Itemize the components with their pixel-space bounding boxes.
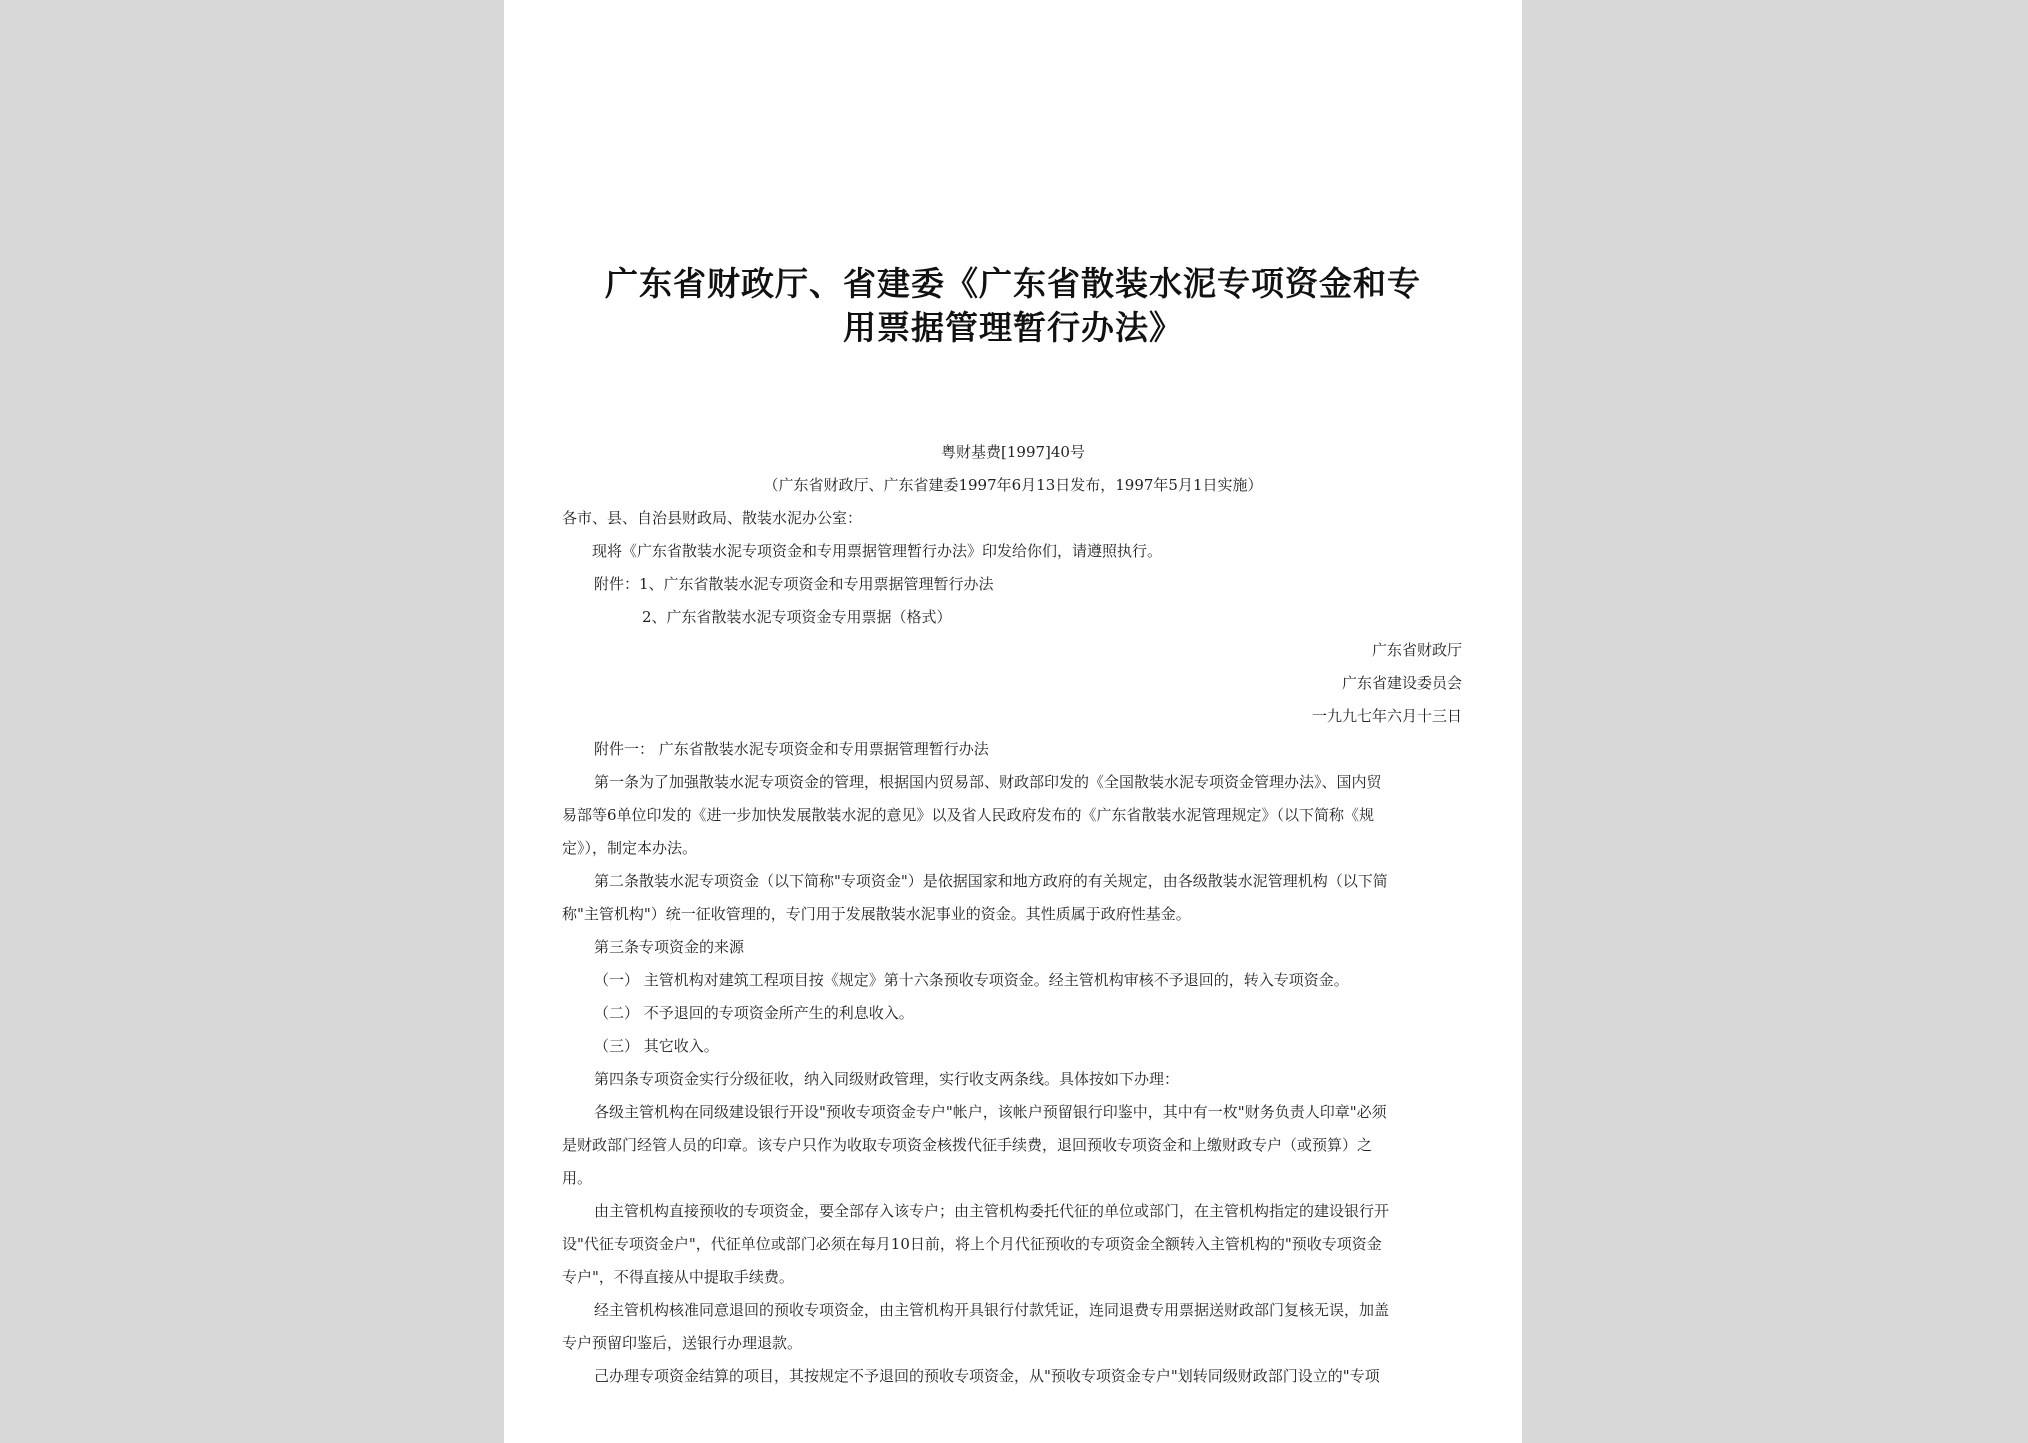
document-number: 粤财基费[1997]40号 [941, 443, 1085, 461]
body-line: （三） 其它收入。 [594, 1037, 719, 1055]
body-line: 定》），制定本办法。 [562, 839, 698, 857]
issued-note: （广东省财政厅、广东省建委1997年6月13日发布，1997年5月1日实施） [763, 476, 1263, 494]
body-line: （一） 主管机构对建筑工程项目按《规定》第十六条预收专项资金。经主管机构审核不予退回的，转入专项资金。 [594, 971, 1349, 989]
annex-title: 附件一： 广东省散装水泥专项资金和专用票据管理暂行办法 [594, 740, 989, 758]
title-line-2: 用票据管理暂行办法》 [843, 308, 1183, 347]
body-line: 用。 [562, 1169, 593, 1187]
signature-line: 广东省财政厅 [1371, 641, 1462, 659]
body-line: 是财政部门经管人员的印章。该专户只作为收取专项资金核拨代征手续费，退回预收专项资金和上缴财政专户（或预算）之 [562, 1136, 1373, 1154]
body-line: 经主管机构核准同意退回的预收专项资金，由主管机构开具银行付款凭证，连同退费专用票据送财政部门复核无误，加盖 [594, 1301, 1390, 1319]
body-line: （二） 不予退回的专项资金所产生的利息收入。 [594, 1004, 914, 1022]
document-title [560, 262, 1466, 350]
body-line: 设"代征专项资金户"，代征单位或部门必须在每月10日前，将上个月代征预收的专项资金全额转入主管机构的"预收专项资金 [562, 1235, 1382, 1253]
title-line-1: 广东省财政厅、省建委《广东省散装水泥专项资金和专 [605, 264, 1421, 303]
signature-line: 广东省建设委员会 [1341, 674, 1462, 692]
body-line: 由主管机构直接预收的专项资金，要全部存入该专户；由主管机构委托代征的单位或部门，在主管机构指定的建设银行开 [594, 1202, 1390, 1220]
body-line: 第三条专项资金的来源 [594, 938, 745, 956]
body-line: 第四条专项资金实行分级征收，纳入同级财政管理，实行收支两条线。具体按如下办理： [594, 1070, 1180, 1088]
body-line: 各级主管机构在同级建设银行开设"预收专项资金专户"帐户，该帐户预留银行印鉴中，其中有一枚"财务负责人印章"必须 [594, 1103, 1387, 1121]
body-line: 第二条散装水泥专项资金（以下简称"专项资金"）是依据国家和地方政府的有关规定，由各级散装水泥管理机构（以下简 [594, 872, 1388, 890]
addressee: 各市、县、自治县财政局、散装水泥办公室： [562, 509, 863, 527]
intro-paragraph: 现将《广东省散装水泥专项资金和专用票据管理暂行办法》印发给你们，请遵照执行。 [592, 542, 1163, 560]
body-line: 专户预留印鉴后，送银行办理退款。 [562, 1334, 803, 1352]
attachment-item: 附件：1、广东省散装水泥专项资金和专用票据管理暂行办法 [594, 575, 994, 593]
body-line: 称"主管机构"）统一征收管理的，专门用于发展散装水泥事业的资金。其性质属于政府性基金。 [562, 905, 1191, 923]
signature-date: 一九九七年六月十三日 [1311, 707, 1462, 725]
attachment-item: 2、广东省散装水泥专项资金专用票据（格式） [642, 608, 952, 626]
body-line: 专户"，不得直接从中提取手续费。 [562, 1268, 794, 1286]
body-line: 己办理专项资金结算的项目，其按规定不予退回的预收专项资金，从"预收专项资金专户"划转同级财政部门设立的"专项 [594, 1367, 1380, 1385]
body-line: 第一条为了加强散装水泥专项资金的管理，根据国内贸易部、财政部印发的《全国散装水泥专项资金管理办法》、国内贸 [594, 773, 1382, 791]
body-line: 易部等6单位印发的《进一步加快发展散装水泥的意见》以及省人民政府发布的《广东省散装水泥管理规定》（以下简称《规 [562, 806, 1375, 824]
document-page [504, 0, 1522, 1443]
